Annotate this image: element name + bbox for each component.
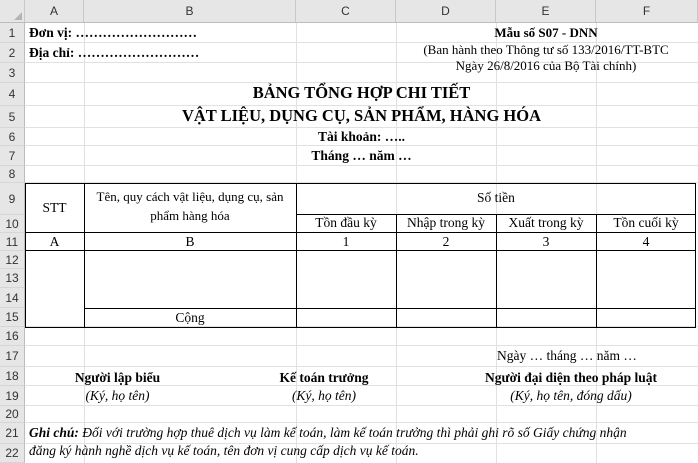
row-header[interactable]: 17: [0, 346, 25, 367]
report-title: BẢNG TỔNG HỢP CHI TIẾT: [252, 83, 471, 102]
code-cell: 4: [642, 234, 650, 249]
row-header[interactable]: 16: [0, 327, 25, 346]
row-header[interactable]: 10: [0, 215, 25, 233]
code-cell: 1: [342, 234, 350, 249]
note-text-line2: đăng ký hành nghề dịch vụ kế toán, tên đơn vị cung cấp dịch vụ kế toán.: [29, 443, 419, 458]
code-cell: A: [49, 234, 60, 249]
row-header[interactable]: 13: [0, 269, 25, 288]
report-subtitle: VẬT LIỆU, DỤNG CỤ, SẢN PHẨM, HÀNG HÓA: [181, 106, 542, 125]
legal-rep-title: Người đại diện theo pháp luật: [485, 370, 657, 385]
code-cell: 2: [442, 234, 450, 249]
sign-date: Ngày … tháng … năm …: [497, 348, 637, 363]
item-name-header-line1: Tên, quy cách vật liệu, dụng cụ, sản: [96, 189, 284, 204]
opening-balance-header: Tồn đầu kỳ: [315, 215, 377, 230]
chief-accountant-title: Kế toán trưởng: [279, 370, 369, 385]
gridline: [25, 405, 698, 406]
row-header[interactable]: 6: [0, 128, 25, 146]
period-line: Tháng … năm …: [311, 148, 412, 163]
amount-header: Số tiền: [477, 190, 515, 205]
issued-date: Ngày 26/8/2016 của Bộ Tài chính): [455, 58, 637, 73]
form-number: Mẫu số S07 - DNN: [494, 25, 598, 40]
row-header[interactable]: 11: [0, 233, 25, 251]
gridline: [25, 366, 698, 367]
row-header[interactable]: 12: [0, 251, 25, 269]
preparer-note: (Ký, họ tên): [85, 388, 150, 403]
code-cell: 3: [542, 234, 550, 249]
gridline: [25, 165, 698, 166]
row-header[interactable]: 8: [0, 166, 25, 183]
item-name-header-line2: phẩm hàng hóa: [150, 208, 230, 223]
total-label: Cộng: [175, 310, 205, 325]
table-border: [25, 183, 696, 184]
note-label: Ghi chú:: [29, 425, 79, 440]
code-cell: B: [185, 234, 195, 249]
select-all-corner[interactable]: [0, 0, 25, 22]
note-text-line1: Đối với trường hợp thuê dịch vụ làm kế toán, làm kế toán trưởng thì phải ghi rõ số Giấy chứng nhận: [82, 425, 627, 440]
row-header[interactable]: 22: [0, 444, 25, 463]
row-header[interactable]: 19: [0, 386, 25, 406]
issued-by: (Ban hành theo Thông tư số 133/2016/TT-BTC: [423, 42, 669, 57]
row-header[interactable]: 21: [0, 423, 25, 444]
row-header[interactable]: 5: [0, 106, 25, 128]
row-header[interactable]: 1: [0, 23, 25, 43]
don-vi-label: Đơn vị: ………………………: [29, 25, 197, 40]
row-header[interactable]: 14: [0, 288, 25, 308]
row-header[interactable]: 3: [0, 63, 25, 83]
row-header[interactable]: 2: [0, 43, 25, 63]
outbound-header: Xuất trong kỳ: [508, 215, 584, 230]
row-header[interactable]: 9: [0, 183, 25, 215]
dia-chi-label: Địa chỉ: ………………………: [29, 45, 200, 60]
row-header[interactable]: 4: [0, 83, 25, 106]
column-header-a[interactable]: A: [25, 0, 84, 22]
column-header-b[interactable]: B: [84, 0, 296, 22]
account-line: Tài khoản: …..: [317, 129, 406, 144]
row-header[interactable]: 18: [0, 367, 25, 386]
column-header-e[interactable]: E: [496, 0, 596, 22]
stt-header: STT: [42, 200, 67, 215]
select-all-triangle-icon: [14, 12, 22, 20]
closing-balance-header: Tồn cuối kỳ: [613, 215, 679, 230]
preparer-title: Người lập biểu: [74, 370, 161, 385]
row-header[interactable]: 15: [0, 308, 25, 327]
column-header-f[interactable]: F: [596, 0, 698, 22]
note-line1: [29, 424, 627, 442]
row-header[interactable]: 7: [0, 146, 25, 166]
inbound-header: Nhập trong kỳ: [407, 215, 485, 230]
column-header-d[interactable]: D: [396, 0, 496, 22]
row-header[interactable]: 20: [0, 406, 25, 423]
gridline: [25, 345, 698, 346]
legal-rep-note: (Ký, họ tên, đóng dấu): [510, 388, 632, 403]
column-header-c[interactable]: C: [296, 0, 396, 22]
gridline: [25, 422, 698, 423]
chief-accountant-note: (Ký, họ tên): [291, 388, 357, 403]
